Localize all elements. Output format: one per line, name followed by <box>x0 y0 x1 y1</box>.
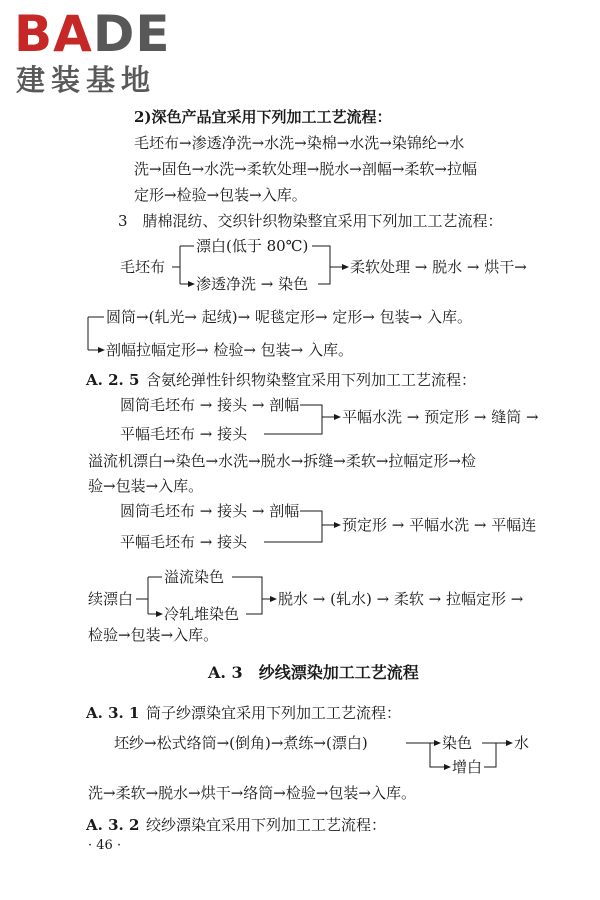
flow5-continue: 脱水 → (轧水) → 柔软 → 拉幅定形 → <box>278 590 524 608</box>
flow4-branch-up: 圆筒毛坯布 → 接头 → 剖幅 <box>120 502 300 520</box>
flow3-branch-down: 平幅毛坯布 → 接头 <box>120 425 248 443</box>
flow2-bracket <box>88 317 104 350</box>
flow6-start: 坯纱→松式络筒→(倒角)→煮练→(漂白) <box>114 734 368 752</box>
flow5-branch-down: 冷轧堆染色 <box>164 605 240 623</box>
flow1-start: 毛坯布 <box>120 258 166 276</box>
flow-line: 洗→柔软→脱水→烘干→络筒→检验→包装→入库。 <box>88 784 416 802</box>
flow1-merge-line <box>312 246 348 284</box>
flow4-continue: 预定形 → 平幅水洗 → 平幅连 <box>342 516 537 534</box>
flow-line: 验→包装→入库。 <box>88 477 204 495</box>
flow-line: 毛坯布→渗透净洗→水洗→染棉→水洗→染锦纶→水 <box>134 134 465 152</box>
flow6-branch-up: 染色 <box>442 734 473 752</box>
logo-wordmark: BADE <box>14 5 171 63</box>
flow5-branch-up: 溢流染色 <box>164 568 225 586</box>
flow1-split-line <box>172 246 194 284</box>
flow1-branch-down: 渗透净洗 → 染色 <box>196 275 309 293</box>
flow5-start: 续漂白 <box>88 590 134 608</box>
section-a-3-2-number: A. 3. 2 <box>86 816 140 834</box>
flow-line: 溢流机漂白→染色→水洗→脱水→拆缝→柔软→拉幅定形→检 <box>88 452 476 470</box>
section-a-3-1-title: 筒子纱漂染宜采用下列加工工艺流程： <box>146 704 402 722</box>
flow4-branch-down: 平幅毛坯布 → 接头 <box>120 533 248 551</box>
subitem-2-title: 2)深色产品宜采用下列加工工艺流程： <box>134 108 392 126</box>
flow2-branch-down: 剖幅拉幅定形→ 检验→ 包装→ 入库。 <box>106 341 354 359</box>
flow1-continue: 柔软处理 → 脱水 → 烘干→ <box>350 258 527 276</box>
item-3-title: 3 腈棉混纺、交织针织物染整宜采用下列加工工艺流程： <box>118 212 503 230</box>
flow1-branch-up: 漂白(低于 80℃) <box>196 237 309 255</box>
logo-subtitle: 建装基地 <box>16 63 157 97</box>
page-number: · 46 · <box>88 838 122 853</box>
flow3-branch-up: 圆筒毛坯布 → 接头 → 剖幅 <box>120 396 300 414</box>
logo <box>14 5 184 97</box>
flow-line: 定形→检验→包装→入库。 <box>134 186 307 204</box>
flow-line: 洗→固色→水洗→柔软处理→脱水→剖幅→柔软→拉幅 <box>134 160 477 178</box>
flow2-branch-up: 圆筒→(轧光→ 起绒)→ 呢毯定形→ 定形→ 包装→ 入库。 <box>106 308 472 326</box>
flow5-split-line <box>136 577 162 614</box>
flow6-continue: 水 <box>514 734 530 752</box>
section-a-3-heading: A. 3 纱线漂染加工工艺流程 <box>208 663 419 682</box>
section-a-2-5-title: 含氨纶弹性针织物染整宜采用下列加工工艺流程： <box>146 371 477 389</box>
flow-line: 检验→包装→入库。 <box>88 626 219 644</box>
section-a-3-1-number: A. 3. 1 <box>86 704 140 722</box>
flow6-merge-line <box>482 743 512 767</box>
flow6-branch-down: 增白 <box>452 758 483 776</box>
flow3-continue: 平幅水洗 → 预定形 → 缝筒 → <box>342 408 539 426</box>
section-a-3-2-title: 绞纱漂染宜采用下列加工工艺流程： <box>146 816 387 834</box>
section-a-2-5-number: A. 2. 5 <box>86 371 140 389</box>
